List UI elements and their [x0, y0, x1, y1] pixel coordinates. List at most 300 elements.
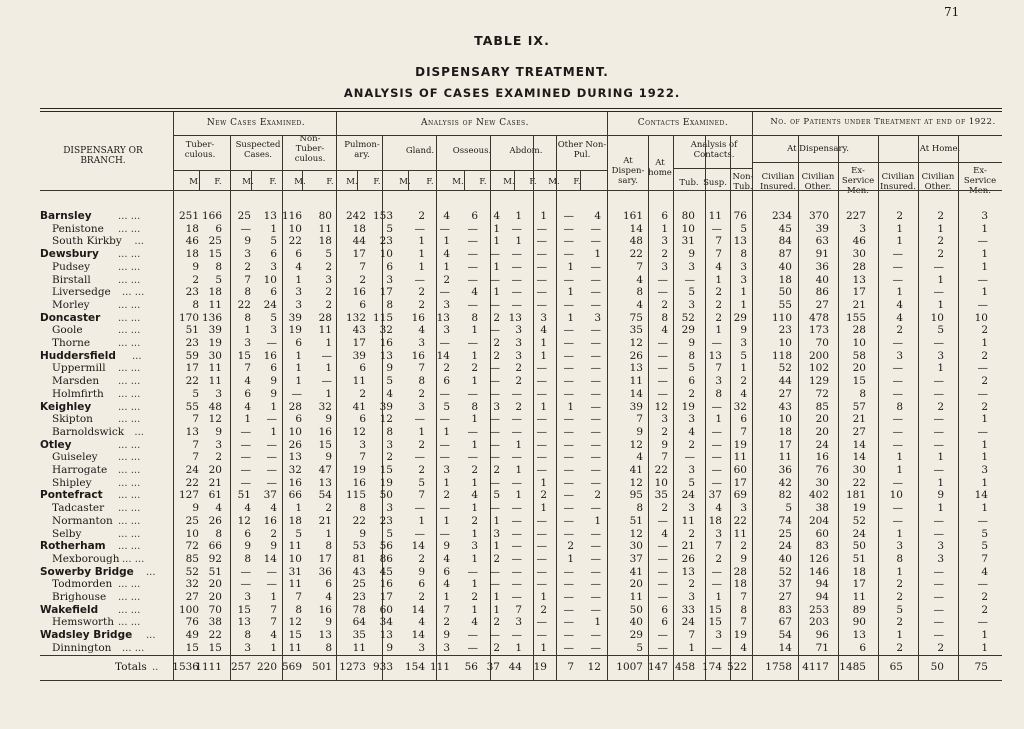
cell: 76 [733, 210, 747, 222]
cell: 1 [418, 425, 425, 438]
cell: — [536, 425, 547, 438]
cell: 3 [740, 502, 747, 515]
cell: 1 [471, 476, 478, 489]
branch-name: Barnsley [40, 210, 92, 222]
cell: 170 [178, 311, 199, 324]
cell: 8 [325, 540, 332, 553]
cell: 12 [208, 413, 222, 426]
cell: 25 [237, 210, 251, 222]
cell: 5 [443, 400, 450, 413]
cell: 7 [270, 603, 277, 616]
cell: 56 [464, 661, 478, 673]
cell: 6 [859, 641, 866, 654]
cell: 132 [345, 311, 366, 324]
cell: 2 [359, 387, 366, 400]
cell: 1 [540, 641, 547, 654]
cell: 15 [318, 438, 332, 451]
cell: 3 [215, 438, 222, 451]
header-contacts: Contacts Examined. [637, 118, 729, 128]
cell: 1 [493, 591, 500, 603]
header-branch: DISPENSARY OR BRANCH. [63, 146, 143, 166]
cell: 6 [661, 616, 668, 629]
cell: — [590, 222, 601, 235]
cell: 8 [715, 387, 722, 400]
cell: 4 [386, 387, 393, 400]
cell: 2 [386, 451, 393, 464]
cell: 9 [661, 438, 668, 451]
leader-dots: ... [134, 426, 144, 438]
cell: 4 [443, 578, 450, 591]
cell: 3 [740, 260, 747, 273]
cell: — [536, 413, 547, 426]
cell: 13 [318, 629, 332, 642]
cell: 1 [740, 286, 747, 299]
cell: 40 [629, 616, 643, 629]
cell: 43 [778, 400, 792, 413]
cell: 8 [244, 286, 251, 299]
cell: 6 [295, 413, 302, 426]
cell: 478 [808, 311, 829, 324]
cell: — [266, 476, 277, 489]
cell: — [563, 464, 574, 476]
cell: — [536, 578, 547, 591]
cell: — [536, 514, 547, 527]
header-patients: No. of Patients under Treatment at end of 1922. [770, 117, 996, 127]
cell: 4 [471, 489, 478, 502]
branch-name: Huddersfield [40, 349, 116, 362]
cell: 1 [540, 349, 547, 362]
cell: 13 [436, 311, 450, 324]
cell: 18 [185, 248, 199, 261]
header-m-8: M. [399, 177, 411, 187]
cell: 51 [185, 324, 199, 337]
cell: 18 [733, 578, 747, 591]
cell: 1 [981, 337, 988, 349]
cell: 4 [493, 210, 500, 222]
cell: — [266, 464, 277, 476]
cell: 2 [540, 603, 547, 616]
cell: 16 [318, 603, 332, 616]
cell: 11 [208, 362, 222, 375]
cell: 4117 [802, 661, 829, 673]
header-analysis-contacts: Analysis of Contacts. [690, 140, 738, 160]
cell: 10 [654, 476, 668, 489]
cell: — [590, 362, 601, 375]
cell: 50 [778, 286, 792, 299]
cell: 8 [215, 527, 222, 540]
cell: 118 [771, 349, 792, 362]
cell: 90 [852, 616, 866, 629]
cell: — [467, 425, 478, 438]
cell: 29 [681, 324, 695, 337]
cell: 37 [778, 578, 792, 591]
cell: 29 [733, 311, 747, 324]
cell: — [489, 629, 500, 642]
leader-dots: ... ... [118, 541, 141, 553]
cell: 28 [733, 565, 747, 578]
cell: — [563, 349, 574, 362]
cell: — [892, 514, 903, 527]
cell: — [657, 629, 668, 642]
cell: 6 [295, 337, 302, 349]
cell: — [563, 603, 574, 616]
cell: — [563, 298, 574, 311]
cell: 1 [896, 222, 903, 235]
cell: 2 [594, 489, 601, 502]
cell: — [511, 222, 522, 235]
branch-name: Tadcaster [52, 502, 105, 515]
cell: 4 [295, 260, 302, 273]
cell: 1 [471, 349, 478, 362]
cell: — [711, 222, 722, 235]
cell: 5 [493, 489, 500, 502]
cell: — [266, 413, 277, 426]
cell: — [536, 438, 547, 451]
cell: 24 [681, 616, 695, 629]
header-m-0: M. [189, 177, 201, 187]
cell: — [536, 286, 547, 299]
cell: — [933, 260, 944, 273]
cell: 146 [808, 565, 829, 578]
cell: 4 [636, 451, 643, 464]
cell: — [240, 476, 251, 489]
cell: 46 [185, 235, 199, 248]
leader-dots: ... ... [118, 515, 141, 527]
cell: 11 [733, 451, 747, 464]
cell: — [467, 248, 478, 261]
cell: — [511, 260, 522, 273]
cell: 26 [208, 514, 222, 527]
cell: 501 [311, 661, 332, 673]
branch-name: Dewsbury [40, 248, 99, 261]
cell: 1 [567, 311, 574, 324]
cell: 2 [515, 400, 522, 413]
cell: 38 [815, 502, 829, 515]
mf-line [580, 170, 581, 190]
cell: 53 [352, 540, 366, 553]
cell: 18 [352, 222, 366, 235]
cell: — [563, 375, 574, 388]
cell: — [892, 425, 903, 438]
cell: 3 [386, 273, 393, 286]
cell: 72 [815, 387, 829, 400]
totals-rule [40, 655, 1002, 656]
cell: 11 [681, 514, 695, 527]
cell: — [489, 476, 500, 489]
cell: — [240, 464, 251, 476]
cell: 13 [185, 425, 199, 438]
cell: 46 [852, 235, 866, 248]
cell: 1 [270, 591, 277, 603]
cell: — [489, 451, 500, 464]
cell: 13 [318, 476, 332, 489]
header-m-14: M. [548, 177, 560, 187]
cell: 17 [318, 552, 332, 565]
cell: 2 [192, 273, 199, 286]
cell: 2 [359, 273, 366, 286]
cell: 2 [715, 286, 722, 299]
cell: 8 [418, 375, 425, 388]
cell: 61 [208, 489, 222, 502]
header-f-11: F. [479, 177, 487, 187]
cell: — [467, 565, 478, 578]
cell: 9 [688, 248, 695, 261]
cell: 11 [288, 578, 302, 591]
cell: 1 [443, 235, 450, 248]
cell: 1 [567, 552, 574, 565]
leader-dots: ... ... [118, 490, 141, 502]
cell: 13 [508, 311, 522, 324]
cell: — [536, 552, 547, 565]
cell: 7 [192, 451, 199, 464]
cell: — [684, 451, 695, 464]
cell: 1 [540, 476, 547, 489]
cell: 10 [852, 337, 866, 349]
cell: 19 [733, 629, 747, 642]
cell: — [563, 489, 574, 502]
cell: — [563, 387, 574, 400]
cell: 85 [185, 552, 199, 565]
cell: 11 [318, 222, 332, 235]
header-tuberculous: Tuber- culous. [184, 140, 216, 160]
cell: 154 [404, 661, 425, 673]
cell: 60 [815, 527, 829, 540]
cell: 28 [288, 400, 302, 413]
cell: — [439, 502, 450, 515]
cell: — [511, 527, 522, 540]
cell: 3 [540, 311, 547, 324]
header-f-5: F. [326, 177, 334, 187]
cell: 24 [681, 489, 695, 502]
cell: 66 [208, 540, 222, 553]
cell: 7 [244, 273, 251, 286]
cell: — [933, 286, 944, 299]
cell: 200 [808, 349, 829, 362]
cell: — [657, 286, 668, 299]
cell: 402 [808, 489, 829, 502]
cell: — [511, 298, 522, 311]
cell: — [657, 375, 668, 388]
cell: 22 [852, 476, 866, 489]
cell: 4 [688, 425, 695, 438]
cell: 7 [715, 235, 722, 248]
cell: — [439, 413, 450, 426]
cell: 4 [896, 298, 903, 311]
branch-name: Uppermill [52, 362, 106, 375]
cell: 54 [778, 629, 792, 642]
cell: 17 [852, 286, 866, 299]
header-non-tuberculous: Non- Tuber- culous. [294, 134, 326, 164]
leader-dots: ... ... [118, 401, 141, 413]
cell: 49 [185, 629, 199, 642]
branch-name: Birstall [52, 273, 91, 286]
cell: 16 [263, 349, 277, 362]
cell: 1 [443, 476, 450, 489]
cell: — [657, 362, 668, 375]
cell: 147 [647, 661, 668, 673]
cell: 69 [733, 489, 747, 502]
cell: 41 [629, 565, 643, 578]
cell: 4 [715, 502, 722, 515]
cell: 18 [708, 514, 722, 527]
branch-name: Liversedge [52, 286, 111, 299]
cell: — [711, 451, 722, 464]
cell: 2 [715, 311, 722, 324]
cell: — [536, 540, 547, 553]
cell: 1 [540, 591, 547, 603]
cell: 2 [418, 298, 425, 311]
cell: 35 [352, 629, 366, 642]
cell: 1 [418, 235, 425, 248]
cell: 2 [981, 400, 988, 413]
cell: 35 [654, 489, 668, 502]
cell: 15 [379, 464, 393, 476]
cell: 1 [896, 451, 903, 464]
cell: — [590, 629, 601, 642]
cell: 9 [740, 552, 747, 565]
cell: 5 [295, 527, 302, 540]
cell: 20 [852, 362, 866, 375]
cell: 3 [270, 324, 277, 337]
cell: 8 [295, 603, 302, 616]
cell: 2 [443, 362, 450, 375]
cell: 17 [379, 591, 393, 603]
cell: 44 [508, 661, 522, 673]
cell: 21 [852, 413, 866, 426]
cell: 12 [654, 400, 668, 413]
header-suspected: Suspected Cases. [235, 140, 281, 160]
cell: 17 [185, 362, 199, 375]
cell: 20 [208, 464, 222, 476]
cell: — [590, 641, 601, 654]
cell: 2 [418, 552, 425, 565]
mf-line [514, 170, 515, 190]
cell: — [511, 413, 522, 426]
leader-dots: ... [132, 350, 142, 362]
cell: 2 [418, 387, 425, 400]
cell: 8 [859, 387, 866, 400]
cell: 9 [192, 502, 199, 515]
cell: 2 [937, 210, 944, 222]
cell: 11 [318, 324, 332, 337]
cell: 2 [688, 578, 695, 591]
cell: 8 [636, 502, 643, 515]
cell: 1 [540, 337, 547, 349]
cell: 67 [778, 616, 792, 629]
cell: 3 [443, 298, 450, 311]
cell: 6 [359, 298, 366, 311]
cell: 18 [185, 222, 199, 235]
cell: 94 [815, 591, 829, 603]
cell: 15 [185, 641, 199, 654]
cell: 37 [708, 489, 722, 502]
cell: 19 [681, 400, 695, 413]
cell: — [657, 641, 668, 654]
cell: — [563, 451, 574, 464]
cell: 9 [386, 641, 393, 654]
cell: 30 [852, 464, 866, 476]
cell: 41 [352, 400, 366, 413]
cell: 11 [629, 591, 643, 603]
leader-dots: ... ... [118, 274, 141, 286]
cell: 12 [629, 476, 643, 489]
cell: 7 [740, 425, 747, 438]
cell: 3 [937, 552, 944, 565]
cell: 7 [515, 603, 522, 616]
branch-name: South Kirkby [52, 235, 122, 248]
cell: 5 [785, 502, 792, 515]
cell: 16 [318, 425, 332, 438]
cell: 2 [715, 552, 722, 565]
cell: 29 [629, 629, 643, 642]
cell: 92 [208, 552, 222, 565]
leader-dots: ... [146, 630, 156, 642]
cell: 96 [815, 629, 829, 642]
cell: 48 [629, 235, 643, 248]
cell: 6 [215, 222, 222, 235]
cell: — [590, 540, 601, 553]
cell: 12 [587, 661, 601, 673]
cell: 24 [185, 464, 199, 476]
mf-line [464, 170, 465, 190]
cell: 1 [244, 413, 251, 426]
header-ex-service: Ex- Service Men. [841, 166, 875, 196]
cell: 6 [270, 362, 277, 375]
cell: 10 [288, 222, 302, 235]
cell: 2 [515, 362, 522, 375]
table-subtitle-2: ANALYSIS OF CASES EXAMINED DURING 1922. [343, 86, 681, 100]
cell: — [590, 578, 601, 591]
header-bottom-rule [40, 190, 1002, 191]
cell: — [489, 298, 500, 311]
cell: 1 [325, 387, 332, 400]
header-rule [173, 135, 1002, 136]
cell: 9 [325, 451, 332, 464]
cell: 11 [708, 210, 722, 222]
cell: 234 [771, 210, 792, 222]
cell: 44 [352, 235, 366, 248]
cell: 19 [352, 464, 366, 476]
cell: 4 [471, 286, 478, 299]
cell: 2 [567, 540, 574, 553]
cell: — [266, 565, 277, 578]
cell: 1 [295, 273, 302, 286]
cell: 2 [896, 616, 903, 629]
cell: 1 [896, 629, 903, 642]
cell: — [489, 324, 500, 337]
header-at-dispensary-contacts: At Dispen- sary. [611, 156, 645, 186]
cell: 1 [594, 248, 601, 261]
cell: 36 [778, 464, 792, 476]
cell: — [977, 235, 988, 248]
cell: 4 [981, 565, 988, 578]
cell: 38 [208, 616, 222, 629]
cell: — [266, 438, 277, 451]
cell: 20 [208, 591, 222, 603]
cell: 2 [493, 641, 500, 654]
cell: — [511, 286, 522, 299]
cell: 6 [661, 603, 668, 616]
cell: 11 [288, 540, 302, 553]
cell: 1 [981, 502, 988, 515]
cell: — [933, 578, 944, 591]
cell: 161 [622, 210, 643, 222]
cell: 72 [185, 540, 199, 553]
cell: 13 [379, 629, 393, 642]
cell: 30 [852, 248, 866, 261]
cell: 5 [937, 324, 944, 337]
header-non-tub: Non- Tub. [732, 172, 754, 192]
